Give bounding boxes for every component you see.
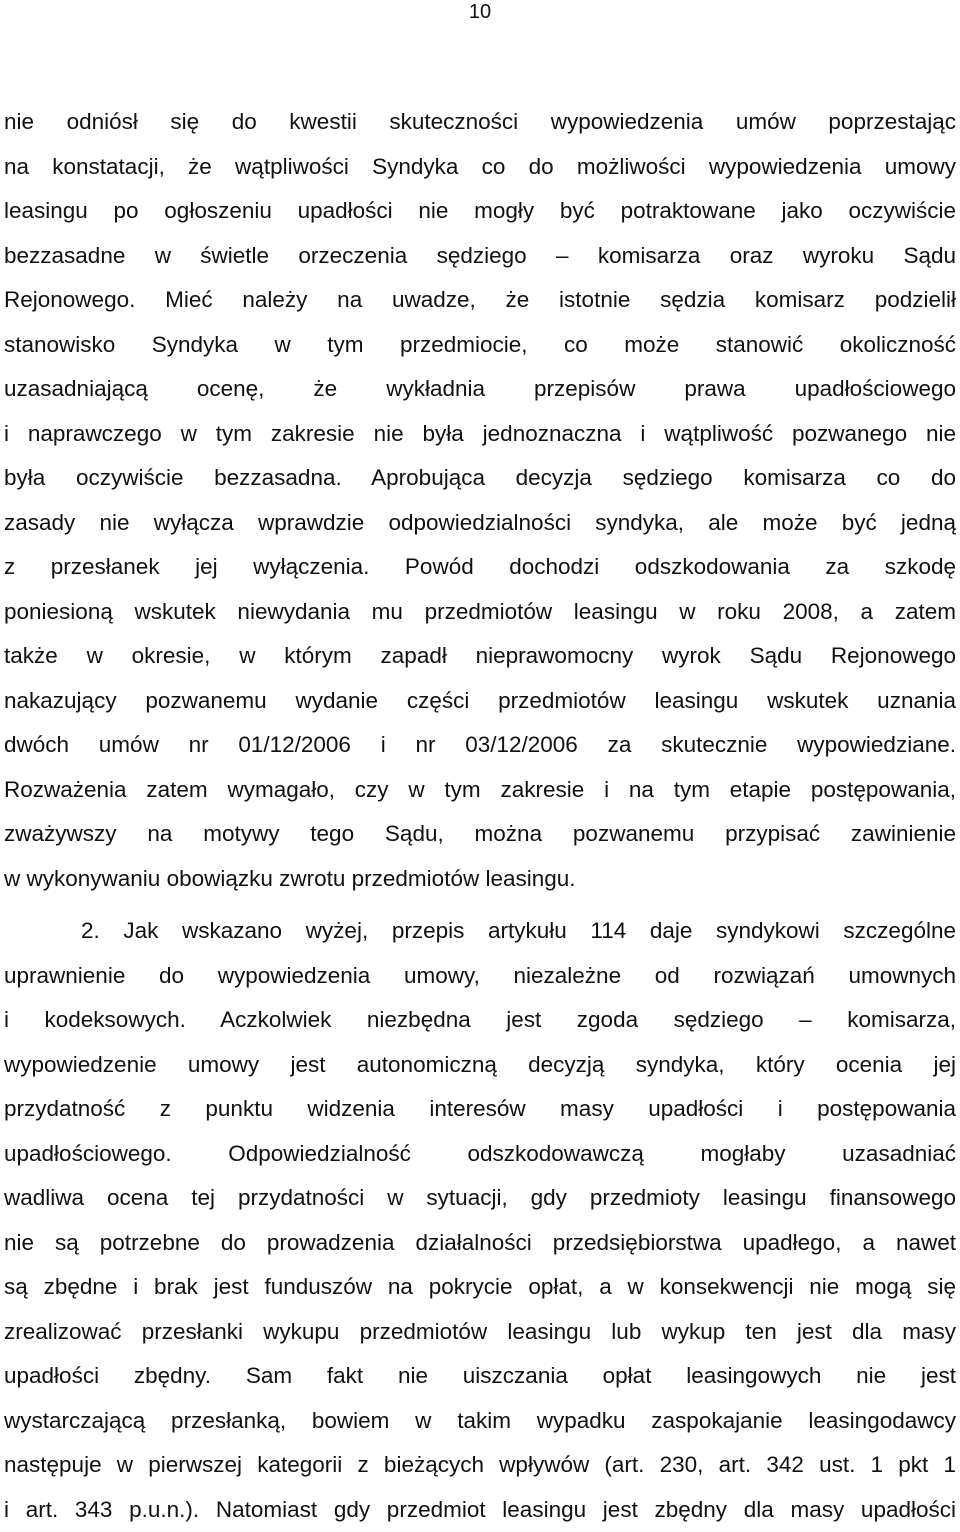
paragraph-gap	[4, 901, 956, 909]
text-line: wadliwa ocena tej przydatności w sytuacji, gdy przedmioty leasingu finansowego	[4, 1176, 956, 1221]
text-line: zasady nie wyłącza wprawdzie odpowiedzialności syndyka, ale może być jedną	[4, 501, 956, 546]
text-line: zważywszy na motywy tego Sądu, można pozwanemu przypisać zawinienie	[4, 812, 956, 857]
text-line: Rejonowego. Mieć należy na uwadze, że istotnie sędzia komisarz podzielił	[4, 278, 956, 323]
paragraph-1	[4, 100, 956, 901]
text-line: w wykonywaniu obowiązku zwrotu przedmiotów leasingu.	[4, 857, 956, 902]
text-line: 2. Jak wskazano wyżej, przepis artykułu 114 daje syndykowi szczególne	[4, 909, 956, 954]
paragraph-2	[4, 909, 956, 1532]
text-line: i art. 343 p.u.n.). Natomiast gdy przedmiot leasingu jest zbędny dla masy upadłości	[4, 1488, 956, 1532]
text-line: na konstatacji, że wątpliwości Syndyka co do możliwości wypowiedzenia umowy	[4, 145, 956, 190]
text-line: poniesioną wskutek niewydania mu przedmiotów leasingu w roku 2008, a zatem	[4, 590, 956, 635]
text-line: leasingu po ogłoszeniu upadłości nie mogły być potraktowane jako oczywiście	[4, 189, 956, 234]
text-line: przydatność z punktu widzenia interesów masy upadłości i postępowania	[4, 1087, 956, 1132]
text-line: nie odniósł się do kwestii skuteczności wypowiedzenia umów poprzestając	[4, 100, 956, 145]
text-line: uprawnienie do wypowiedzenia umowy, niezależne od rozwiązań umownych	[4, 954, 956, 999]
text-line: uzasadniającą ocenę, że wykładnia przepisów prawa upadłościowego	[4, 367, 956, 412]
text-line: zrealizować przesłanki wykupu przedmiotów leasingu lub wykup ten jest dla masy	[4, 1310, 956, 1355]
text-line: stanowisko Syndyka w tym przedmiocie, co może stanowić okoliczność	[4, 323, 956, 368]
text-line: i naprawczego w tym zakresie nie była jednoznaczna i wątpliwość pozwanego nie	[4, 412, 956, 457]
text-line: dwóch umów nr 01/12/2006 i nr 03/12/2006 za skutecznie wypowiedziane.	[4, 723, 956, 768]
text-line: upadłościowego. Odpowiedzialność odszkodowawczą mogłaby uzasadniać	[4, 1132, 956, 1177]
text-line: nakazujący pozwanemu wydanie części przedmiotów leasingu wskutek uznania	[4, 679, 956, 724]
text-line: nie są potrzebne do prowadzenia działalności przedsiębiorstwa upadłego, a nawet	[4, 1221, 956, 1266]
text-line: następuje w pierwszej kategorii z bieżących wpływów (art. 230, art. 342 ust. 1 pkt 1	[4, 1443, 956, 1488]
text-line: wypowiedzenie umowy jest autonomiczną decyzją syndyka, który ocenia jej	[4, 1043, 956, 1088]
text-line: wystarczającą przesłanką, bowiem w takim wypadku zaspokajanie leasingodawcy	[4, 1399, 956, 1444]
text-line: Rozważenia zatem wymagało, czy w tym zakresie i na tym etapie postępowania,	[4, 768, 956, 813]
text-line: i kodeksowych. Aczkolwiek niezbędna jest zgoda sędziego – komisarza,	[4, 998, 956, 1043]
text-line: z przesłanek jej wyłączenia. Powód dochodzi odszkodowania za szkodę	[4, 545, 956, 590]
text-line: także w okresie, w którym zapadł nieprawomocny wyrok Sądu Rejonowego	[4, 634, 956, 679]
text-line: upadłości zbędny. Sam fakt nie uiszczania opłat leasingowych nie jest	[4, 1354, 956, 1399]
text-line: była oczywiście bezzasadna. Aprobująca decyzja sędziego komisarza co do	[4, 456, 956, 501]
text-line: są zbędne i brak jest funduszów na pokrycie opłat, a w konsekwencji nie mogą się	[4, 1265, 956, 1310]
text-line: bezzasadne w świetle orzeczenia sędziego – komisarza oraz wyroku Sądu	[4, 234, 956, 279]
document-body	[4, 100, 956, 1532]
page-number: 10	[0, 0, 960, 24]
